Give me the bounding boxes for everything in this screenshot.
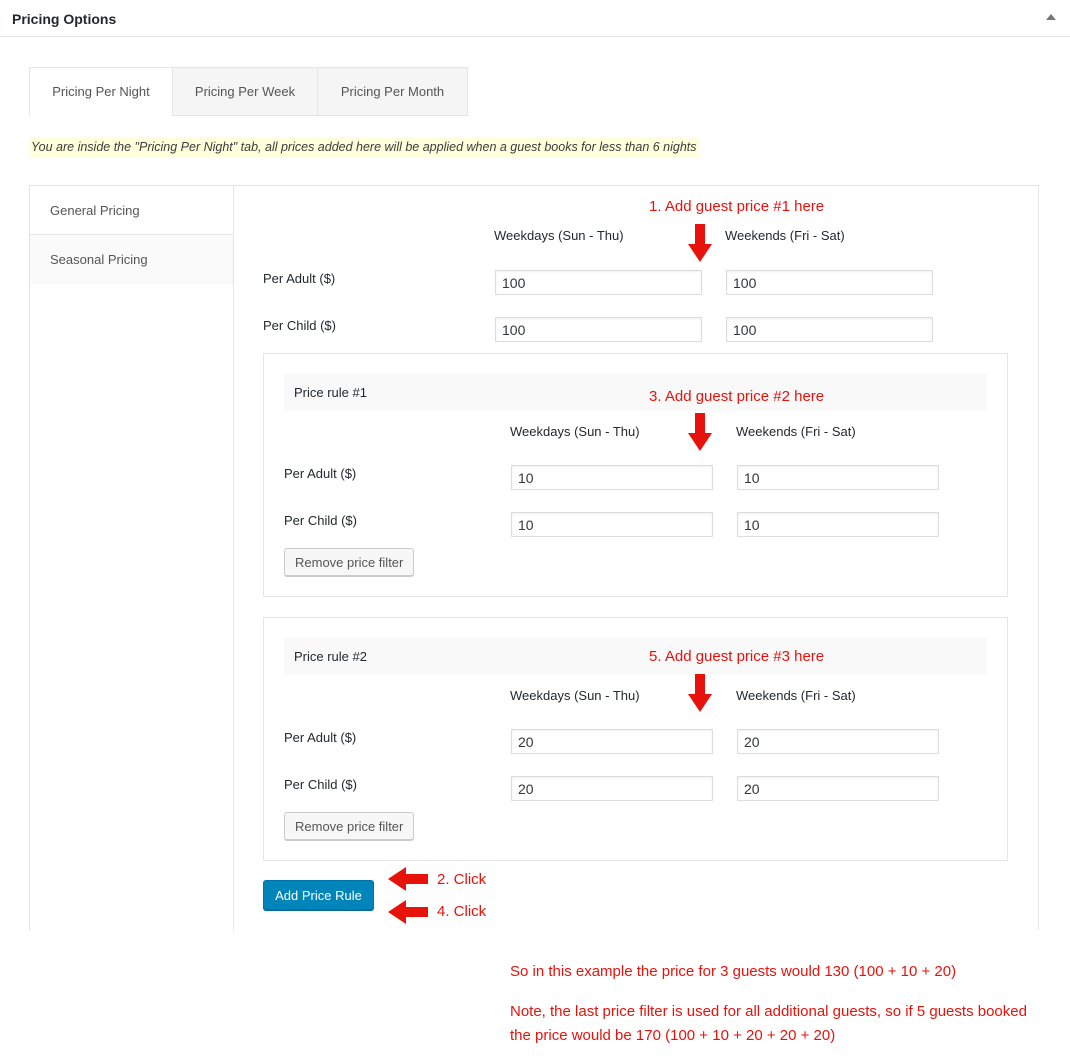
tab-notice: You are inside the "Pricing Per Night" tab, all prices added here will be applied when a guest books for less than 6 nights	[29, 137, 699, 157]
column-header-weekends: Weekends (Fri - Sat)	[725, 228, 845, 243]
per-adult-label: Per Adult ($)	[284, 466, 357, 481]
column-header-weekdays: Weekdays (Sun - Thu)	[510, 688, 640, 703]
column-header-weekends: Weekends (Fri - Sat)	[736, 688, 856, 703]
annotation-example: So in this example the price for 3 guests would 130 (100 + 10 + 20)	[510, 963, 957, 980]
column-header-weekdays: Weekdays (Sun - Thu)	[494, 228, 624, 243]
add-price-rule-button[interactable]: Add Price Rule	[263, 880, 374, 910]
arrow-left-icon	[388, 900, 428, 924]
child-weekdays-input[interactable]	[511, 512, 713, 537]
adult-weekends-input[interactable]	[726, 270, 933, 295]
child-weekdays-input[interactable]	[495, 317, 702, 342]
annotation-step-5: 5. Add guest price #3 here	[649, 648, 825, 665]
panel-title: Pricing Options	[12, 11, 117, 27]
annotation-step-3: 3. Add guest price #2 here	[649, 388, 825, 405]
per-adult-label: Per Adult ($)	[263, 271, 336, 286]
column-header-weekends: Weekends (Fri - Sat)	[736, 424, 856, 439]
remove-price-filter-button[interactable]: Remove price filter	[284, 548, 414, 576]
annotation-step-4: 4. Click	[437, 903, 487, 920]
price-rule-box	[263, 353, 1008, 597]
pricing-tabs	[29, 67, 468, 116]
arrow-down-icon	[688, 224, 712, 262]
adult-weekends-input[interactable]	[737, 729, 939, 754]
side-nav-item-general-pricing[interactable]: General Pricing	[30, 186, 233, 235]
tab-pricing-per-night[interactable]: Pricing Per Night	[29, 67, 173, 116]
per-child-label: Per Child ($)	[263, 318, 336, 333]
child-weekends-input[interactable]	[737, 776, 939, 801]
price-rule-title: Price rule #2	[284, 638, 987, 675]
annotation-note-line-1: Note, the last price filter is used for all additional guests, so if 5 guests booked	[510, 1003, 1027, 1020]
per-child-label: Per Child ($)	[284, 513, 357, 528]
adult-weekdays-input[interactable]	[511, 729, 713, 754]
per-child-label: Per Child ($)	[284, 777, 357, 792]
adult-weekdays-input[interactable]	[495, 270, 702, 295]
arrow-left-icon	[388, 867, 428, 891]
price-rule-box	[263, 617, 1008, 861]
remove-price-filter-button[interactable]: Remove price filter	[284, 812, 414, 840]
panel-header	[0, 0, 1070, 37]
tab-pricing-per-week[interactable]: Pricing Per Week	[173, 67, 318, 116]
triangle-up-icon[interactable]	[1046, 14, 1056, 20]
price-rule-title: Price rule #1	[284, 374, 987, 411]
divider	[233, 186, 234, 931]
arrow-down-icon	[688, 413, 712, 451]
annotation-note-line-2: the price would be 170 (100 + 10 + 20 + 20 + 20)	[510, 1027, 836, 1044]
adult-weekends-input[interactable]	[737, 465, 939, 490]
per-adult-label: Per Adult ($)	[284, 730, 357, 745]
arrow-down-icon	[688, 674, 712, 712]
side-nav-item-seasonal-pricing[interactable]: Seasonal Pricing	[30, 235, 233, 284]
column-header-weekdays: Weekdays (Sun - Thu)	[510, 424, 640, 439]
child-weekdays-input[interactable]	[511, 776, 713, 801]
annotation-step-2: 2. Click	[437, 871, 487, 888]
tab-pricing-per-month[interactable]: Pricing Per Month	[318, 67, 468, 116]
child-weekends-input[interactable]	[737, 512, 939, 537]
adult-weekdays-input[interactable]	[511, 465, 713, 490]
annotation-step-1: 1. Add guest price #1 here	[649, 198, 825, 215]
child-weekends-input[interactable]	[726, 317, 933, 342]
